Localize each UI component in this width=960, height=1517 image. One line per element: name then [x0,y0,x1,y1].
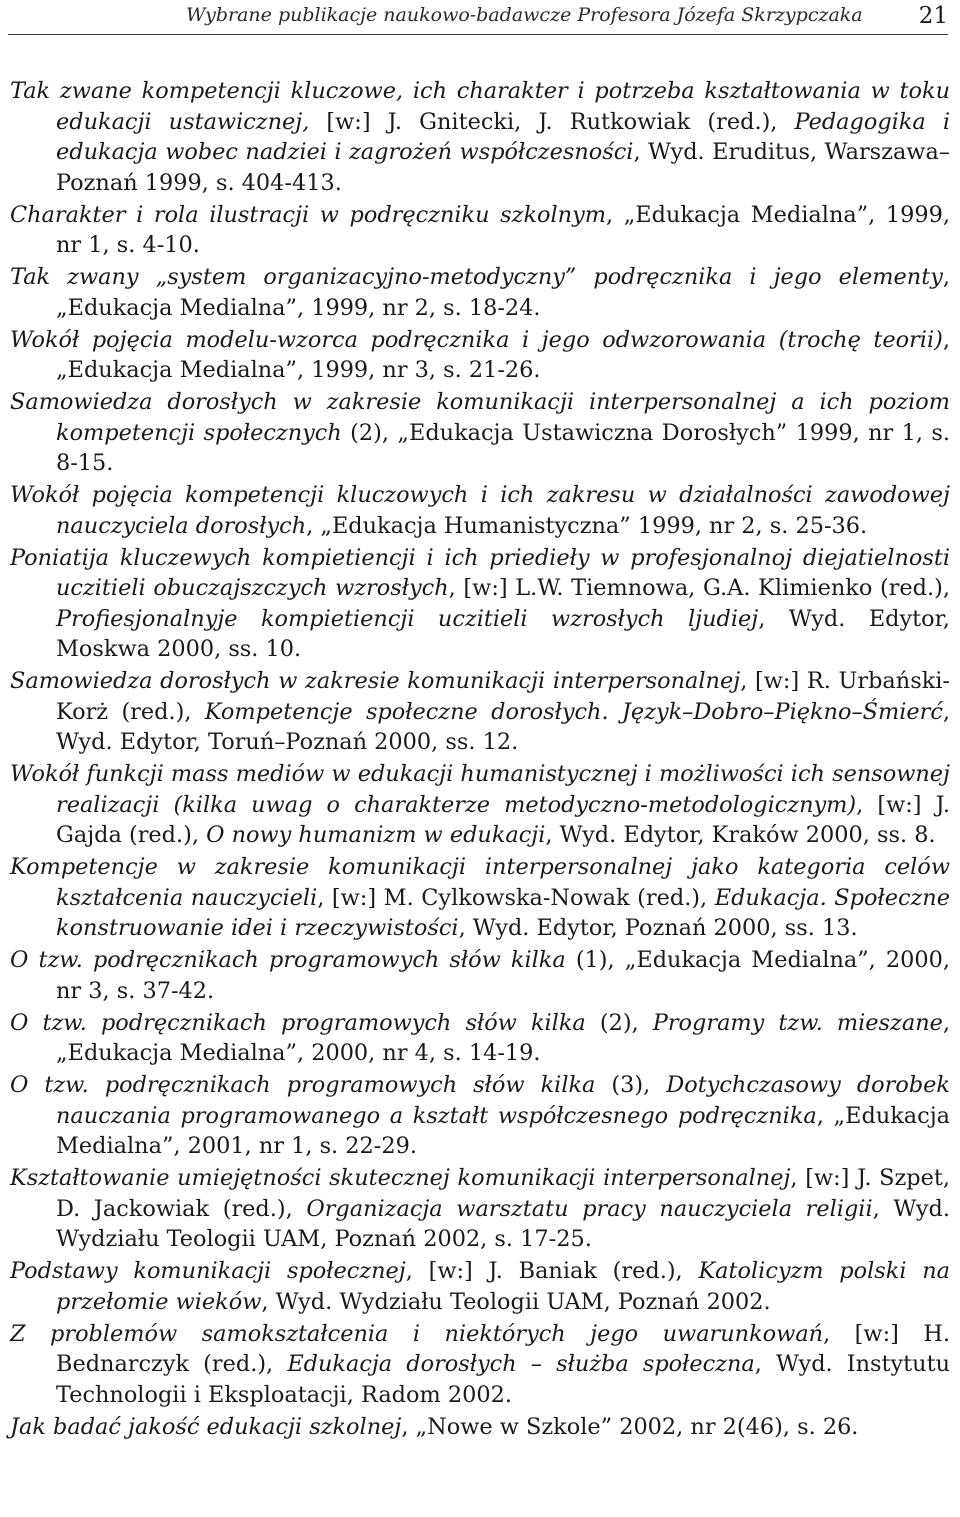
entry-text: (3), [595,1072,667,1098]
running-header-title: Wybrane publikacje naukowo-badawcze Profesora Józefa Skrzypczaka [186,4,863,26]
bibliography-entry [10,945,950,1006]
entry-text: , Wyd. Eruditus, Warszawa–Poznań 1999, s. 404-413. [56,139,951,196]
entry-text: , [w:] M. Cylkowska-Nowak (red.), [317,884,715,911]
bibliography-entry [10,387,950,479]
entry-title-italic: O tzw. podręcznikach programowych słów kilka [10,947,566,973]
entry-text: , „Edukacja Medialna”, 1999, nr 1, s. 4-10. [56,201,950,258]
entry-text: [w:] J. Gnitecki, J. Rutkowiak (red.), [309,108,795,135]
bibliography-entry [10,1319,950,1411]
entry-title-italic: Dotychczasowy dorobek nauczania programowanego a kształt współczesnego podręcznika [56,1072,950,1129]
bibliography-entry [10,543,950,665]
entry-text: , [w:] J. Szpet, D. Jackowiak (red.), [56,1165,950,1222]
entry-text: (2), „Edukacja Ustawiczna Dorosłych” 1999, nr 1, s. 8-15. [56,419,950,476]
bibliography-entry [10,200,950,261]
entry-title-italic: Edukacja. Społeczne konstruowanie idei i rzeczywistości [56,884,950,941]
entry-title-italic: Kompetencje społeczne dorosłych. Język–Dobro–Piękno–Śmierć [204,698,943,725]
entry-text: , „Edukacja Medialna”, 1999, nr 3, s. 21-26. [56,326,950,383]
entry-text: , „Edukacja Medialna”, 2001, nr 1, s. 22-29. [56,1102,950,1159]
bibliography-entry [10,1163,950,1255]
bibliography-list [10,76,950,1444]
entry-title-italic: Samowiedza dorosłych w zakresie komunikacji interpersonalnej a ich poziom kompetencji społecznych [10,389,950,446]
entry-title-italic: O nowy humanizm w edukacji [206,822,546,848]
entry-text: , Wyd. Edytor, Toruń–Poznań 2000, ss. 12. [56,698,950,755]
entry-title-italic: Profiesjonalnyje kompietiencji uczitieli wzrosłych ljudiej [56,605,759,632]
bibliography-entry [10,480,950,541]
entry-text: , Wyd. Wydziału Teologii UAM, Poznań 2002. [261,1288,771,1315]
entry-text: , „Edukacja Humanistyczna” 1999, nr 2, s. 25-36. [306,512,868,539]
entry-title-italic: Samowiedza dorosłych w zakresie komunikacji interpersonalnej [10,668,741,694]
entry-title-italic: Organizacja warsztatu pracy nauczyciela religii [306,1195,873,1222]
bibliography-entry [10,325,950,386]
entry-text: , Wyd. Wydziału Teologii UAM, Poznań 2002, s. 17-25. [56,1195,951,1252]
bibliography-entry [10,1256,950,1317]
entry-title-italic: Pedagogika i edukacja wobec nadziei i zagrożeń współczesności [56,108,951,165]
entry-text: , [w:] J. Gajda (red.), [56,791,950,848]
bibliography-entry [10,262,950,323]
entry-text: , „Edukacja Medialna”, 2000, nr 4, s. 14-19. [56,1009,950,1066]
bibliography-entry [10,1008,950,1069]
entry-title-italic: Programy tzw. mieszane [652,1009,943,1036]
running-header [8,0,948,35]
entry-text: (1), „Edukacja Medialna”, 2000, nr 3, s. 37-42. [56,947,950,1004]
entry-title-italic: Poniatija kluczewych kompietiencji i ich priedieły w profesjonalnoj diejatielnosti uczitieli obuczajszczych wzrosłych [10,544,950,601]
entry-title-italic: Wokół funkcji mass mediów w edukacji humanistycznej i możliwości ich sensownej realizacji (kilka uwag o charakterze metodyczno-metodologicznym) [10,761,950,818]
entry-title-italic: Wokół pojęcia modelu-wzorca podręcznika i jego odwzorowania (trochę teorii) [10,326,943,353]
entry-title-italic: Tak zwany „system organizacyjno-metodyczny” podręcznika i jego elementy [10,264,943,290]
entry-text: , [w:] R. Urbański-Korż (red.), [56,668,950,725]
entry-text: (2), [585,1009,653,1036]
entry-text: , Wyd. Edytor, Poznań 2000, ss. 13. [458,915,858,941]
entry-title-italic: Tak zwane kompetencji kluczowe, ich charakter i potrzeba kształtowania w toku edukacji ustawicznej, [10,78,950,135]
entry-text: , [w:] J. Baniak (red.), [405,1258,699,1284]
entry-title-italic: Kształtowanie umiejętności skutecznej komunikacji interpersonalnej [10,1165,791,1191]
entry-title-italic: Z problemów samokształcenia i niektórych jego uwarunkowań [10,1320,824,1347]
entry-title-italic: O tzw. podręcznikach programowych słów kilka [10,1072,596,1098]
entry-title-italic: Katolicyzm polski na przełomie wieków [56,1258,950,1315]
bibliography-entry [10,852,950,944]
entry-text: , Wyd. Instytutu Technologii i Eksploatacji, Radom 2002. [56,1351,951,1408]
bibliography-entry [10,1412,950,1443]
entry-text: , „Nowe w Szkole” 2002, nr 2(46), s. 26. [401,1413,859,1440]
entry-text: , [w:] L.W. Tiemnowa, G.A. Klimienko (red.), [448,575,950,601]
bibliography-entry [10,76,950,198]
entry-title-italic: O tzw. podręcznikach programowych słów kilka [10,1009,586,1036]
bibliography-entry [10,759,950,851]
entry-text: , Wyd. Edytor, Moskwa 2000, ss. 10. [56,605,950,662]
entry-text: , Wyd. Edytor, Kraków 2000, ss. 8. [545,822,936,848]
entry-title-italic: Jak badać jakość edukacji szkolnej [10,1413,402,1440]
page-number: 21 [918,3,948,29]
entry-text: , [w:] H. Bednarczyk (red.), [56,1320,950,1377]
entry-title-italic: Kompetencje w zakresie komunikacji interpersonalnej jako kategoria celów kształcenia nauczycieli [10,854,950,911]
entry-title-italic: Edukacja dorosłych – służba społeczna [287,1351,755,1377]
entry-text: , „Edukacja Medialna”, 1999, nr 2, s. 18-24. [56,264,950,321]
entry-title-italic: Wokół pojęcia kompetencji kluczowych i ich zakresu w działalności zawodowej nauczyciela dorosłych [10,482,950,539]
bibliography-entry [10,666,950,758]
entry-title-italic: Charakter i rola ilustracji w podręczniku szkolnym [10,201,606,228]
bibliography-entry [10,1070,950,1162]
entry-title-italic: Podstawy komunikacji społecznej [10,1258,406,1284]
